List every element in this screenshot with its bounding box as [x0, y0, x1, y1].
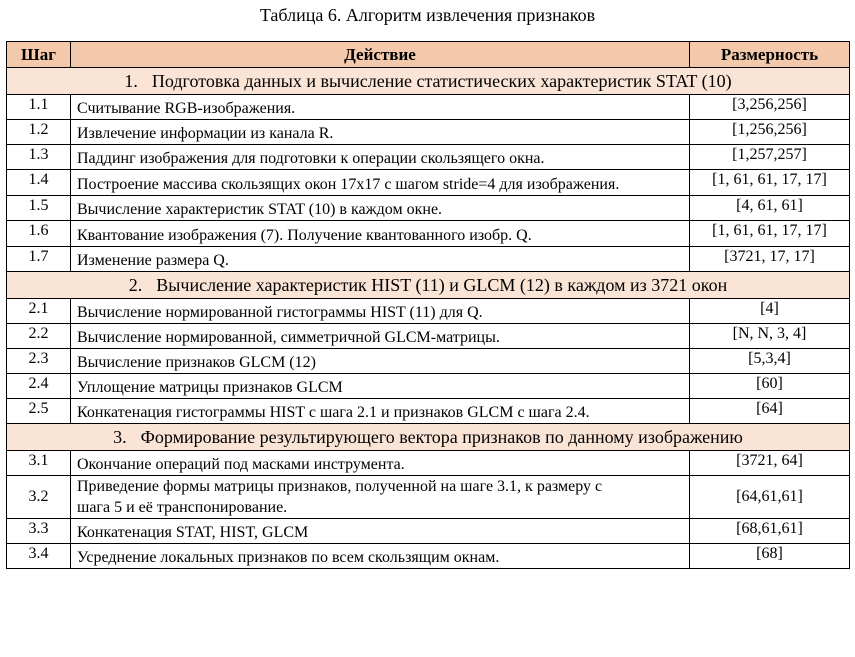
- section-title-text: Подготовка данных и вычисление статистических характеристик STAT (10): [151, 71, 732, 91]
- table-row: [7, 145, 850, 170]
- action-cell: Считывание RGB-изображения.: [71, 95, 690, 120]
- dimension-cell: [3,256,256]: [690, 95, 850, 120]
- action-cell: Вычисление характеристик STAT (10) в каждом окне.: [71, 196, 690, 221]
- action-line-2: шага 5 и её транспонирование.: [77, 499, 288, 516]
- action-cell: Усреднение локальных признаков по всем скользящим окнам.: [71, 544, 690, 569]
- dimension-cell: [1, 61, 61, 17, 17]: [690, 170, 850, 196]
- table-row: [7, 247, 850, 272]
- step-cell: 1.7: [7, 247, 71, 272]
- step-cell: 1.6: [7, 221, 71, 247]
- dimension-cell: [1,256,256]: [690, 120, 850, 145]
- dimension-cell: [64,61,61]: [690, 476, 850, 519]
- dimension-cell: [68,61,61]: [690, 519, 850, 544]
- step-cell: 2.5: [7, 399, 71, 424]
- step-cell: 2.2: [7, 324, 71, 349]
- action-cell: Вычисление нормированной, симметричной GLCM-матрицы.: [71, 324, 690, 349]
- section-number: 3.: [113, 427, 127, 447]
- section-title-2: [7, 272, 850, 299]
- algorithm-table: [6, 41, 850, 569]
- step-cell: 1.5: [7, 196, 71, 221]
- table-header-row: [7, 42, 850, 68]
- table-row: [7, 519, 850, 544]
- step-cell: 3.1: [7, 451, 71, 476]
- table-row: [7, 299, 850, 324]
- table-row: [7, 120, 850, 145]
- table-row: [7, 399, 850, 424]
- action-cell: Окончание операций под масками инструмента.: [71, 451, 690, 476]
- dimension-cell: [1, 61, 61, 17, 17]: [690, 221, 850, 247]
- table-row: [7, 349, 850, 374]
- dimension-cell: [N, N, 3, 4]: [690, 324, 850, 349]
- table-row: [7, 196, 850, 221]
- step-cell: 3.3: [7, 519, 71, 544]
- action-line-1: Приведение формы матрицы признаков, полученной на шаге 3.1, к размеру с: [77, 478, 603, 495]
- action-cell: Вычисление признаков GLCM (12): [71, 349, 690, 374]
- action-cell: Вычисление нормированной гистограммы HIST (11) для Q.: [71, 299, 690, 324]
- dimension-cell: [4, 61, 61]: [690, 196, 850, 221]
- action-cell: Конкатенация гистограммы HIST с шага 2.1 и признаков GLCM с шага 2.4.: [71, 399, 690, 424]
- header-step: Шаг: [7, 42, 71, 68]
- section-number: 1.: [124, 71, 138, 91]
- dimension-cell: [5,3,4]: [690, 349, 850, 374]
- step-cell: 1.3: [7, 145, 71, 170]
- header-dimension: Размерность: [690, 42, 850, 68]
- section-title-1: [7, 68, 850, 95]
- table-row: [7, 374, 850, 399]
- section-title-text: Формирование результирующего вектора признаков по данному изображению: [140, 427, 743, 447]
- table-row: [7, 170, 850, 196]
- step-cell: 3.4: [7, 544, 71, 569]
- table-row: [7, 476, 850, 519]
- dimension-cell: [68]: [690, 544, 850, 569]
- dimension-cell: [3721, 64]: [690, 451, 850, 476]
- step-cell: 1.4: [7, 170, 71, 196]
- step-cell: 1.2: [7, 120, 71, 145]
- table-row: [7, 324, 850, 349]
- table-caption: Таблица 6. Алгоритм извлечения признаков: [259, 5, 596, 25]
- dimension-cell: [4]: [690, 299, 850, 324]
- step-cell: 1.1: [7, 95, 71, 120]
- step-cell: 3.2: [7, 476, 71, 519]
- action-cell: Уплощение матрицы признаков GLCM: [71, 374, 690, 399]
- table-row: [7, 544, 850, 569]
- dimension-cell: [60]: [690, 374, 850, 399]
- action-cell: Конкатенация STAT, HIST, GLCM: [71, 519, 690, 544]
- table-row: [7, 221, 850, 247]
- action-cell: Паддинг изображения для подготовки к операции скользящего окна.: [71, 145, 690, 170]
- section-title-3: [7, 424, 850, 451]
- section-title-text: Вычисление характеристик HIST (11) и GLCM (12) в каждом из 3721 окон: [156, 275, 728, 295]
- header-action: Действие: [71, 42, 690, 68]
- dimension-cell: [1,257,257]: [690, 145, 850, 170]
- section-row: [7, 272, 850, 299]
- dimension-cell: [3721, 17, 17]: [690, 247, 850, 272]
- table-row: [7, 95, 850, 120]
- section-row: [7, 424, 850, 451]
- action-cell: Построение массива скользящих окон 17x17 с шагом stride=4 для изображения.: [71, 170, 690, 196]
- section-number: 2.: [128, 275, 143, 295]
- action-cell: Извлечение информации из канала R.: [71, 120, 690, 145]
- action-cell: [71, 476, 690, 519]
- dimension-cell: [64]: [690, 399, 850, 424]
- action-cell: Квантование изображения (7). Получение квантованного изобр. Q.: [71, 221, 690, 247]
- action-cell: Изменение размера Q.: [71, 247, 690, 272]
- section-row: [7, 68, 850, 95]
- table-row: [7, 451, 850, 476]
- step-cell: 2.3: [7, 349, 71, 374]
- step-cell: 2.4: [7, 374, 71, 399]
- step-cell: 2.1: [7, 299, 71, 324]
